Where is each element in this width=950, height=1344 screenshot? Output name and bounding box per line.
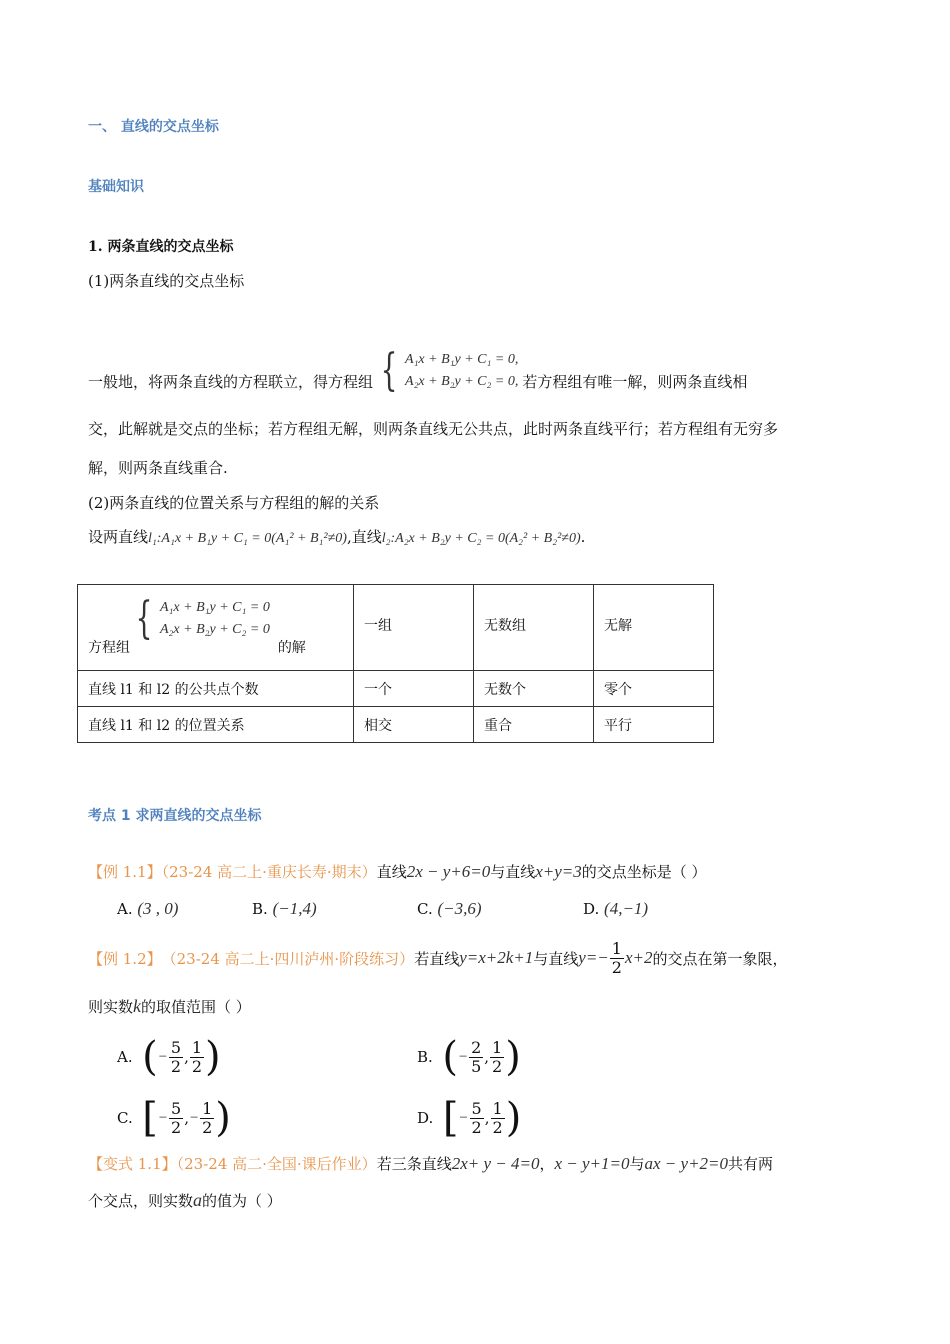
fraction xyxy=(169,1039,183,1076)
fraction-denominator: 5 xyxy=(471,1056,482,1076)
math-variable: k xyxy=(133,996,142,1016)
table-cell-label: 直线 l1 和 l2 的位置关系 xyxy=(78,707,354,743)
option-c[interactable] xyxy=(117,1093,231,1143)
table-cell: 无数个 xyxy=(474,671,594,707)
math-variable: a xyxy=(193,1190,203,1210)
math-sign: − xyxy=(458,1109,469,1126)
fraction xyxy=(610,940,624,977)
fraction-numerator: 1 xyxy=(191,1037,203,1057)
example-tag: 【例 1.1】 xyxy=(88,863,162,881)
example-text: 若三条直线 xyxy=(376,1155,452,1173)
table-text: 的解 xyxy=(277,639,306,656)
bracket-right: ) xyxy=(215,1095,231,1141)
paragraph-text: 一般地，将两条直线的方程联立，得方程组 xyxy=(88,373,374,391)
equation-system xyxy=(375,345,519,396)
fraction-numerator: 1 xyxy=(611,938,622,958)
fraction-denominator: 2 xyxy=(492,1056,503,1076)
math-expression: y=− xyxy=(578,948,609,967)
table-cell-label xyxy=(78,585,354,671)
fraction-numerator: 1 xyxy=(492,1098,503,1118)
fraction-denominator: 2 xyxy=(492,1117,503,1137)
separator: , xyxy=(484,1048,490,1066)
table-cell: 重合 xyxy=(474,707,594,743)
fraction-numerator: 2 xyxy=(471,1037,482,1057)
example-text: 若直线 xyxy=(414,949,460,968)
math-expression: ax − y+2=0 xyxy=(644,1154,729,1173)
example-text: 则实数 xyxy=(88,998,134,1016)
option-label: C. xyxy=(117,1109,133,1127)
bracket-left: ( xyxy=(442,1034,458,1080)
option-value: (−3,6) xyxy=(437,899,482,918)
example-text: 直线 xyxy=(376,863,407,881)
example-text: 与 xyxy=(629,1155,645,1173)
option-label: D. xyxy=(417,1109,434,1127)
table-cell: 无数组 xyxy=(474,585,594,671)
example-text: 的交点坐标是（ ） xyxy=(581,863,707,881)
fraction-denominator: 2 xyxy=(202,1117,213,1137)
option-label: B. xyxy=(417,1048,433,1066)
fraction xyxy=(200,1100,214,1137)
table-row xyxy=(78,671,714,707)
option-value: (−1,4) xyxy=(272,899,317,918)
section-heading-basic: 基础知识 xyxy=(88,179,144,195)
fraction xyxy=(490,1039,504,1076)
option-d[interactable] xyxy=(583,899,648,919)
example-text: 共有两 xyxy=(728,1155,774,1173)
paragraph-system xyxy=(88,333,748,396)
equation-line: A₁x + B₁y + C₁ = 0, xyxy=(405,352,519,367)
option-d[interactable] xyxy=(417,1093,521,1143)
table-cell: 平行 xyxy=(594,707,714,743)
example-source: （23-24 高二上·四川泸州·阶段练习） xyxy=(161,949,415,968)
example-text: ， xyxy=(539,1155,555,1173)
section-heading-1: 一、 直线的交点坐标 xyxy=(88,119,219,135)
example-tag: 【例 1.2】 xyxy=(88,949,162,968)
paragraph-lines-def xyxy=(88,526,585,547)
paragraph-text: 解，则两条直线重合. xyxy=(88,459,228,477)
math-expression: y=x+2k+1 xyxy=(459,948,534,967)
example-text: 与直线 xyxy=(533,949,579,968)
separator: , xyxy=(184,1109,189,1127)
fraction-numerator: 1 xyxy=(492,1037,503,1057)
math-expression: x − y+1=0 xyxy=(554,1154,630,1173)
math-sign: − xyxy=(188,1109,200,1126)
example-1-2-stem xyxy=(88,937,788,979)
example-text: 个交点，则实数 xyxy=(88,1192,194,1210)
option-label: A. xyxy=(117,1048,133,1066)
math-sign: − xyxy=(457,1048,469,1065)
example-text: 的值为（ ） xyxy=(202,1192,282,1210)
option-b[interactable] xyxy=(252,899,317,919)
fraction-denominator: 2 xyxy=(171,1117,182,1137)
example-text: 的交点在第一象限， xyxy=(652,949,788,968)
fraction xyxy=(469,1039,483,1076)
fraction xyxy=(491,1100,505,1137)
table-cell-label: 直线 l1 和 l2 的公共点个数 xyxy=(78,671,354,707)
line-l2-equation: l₂:A₂x + B₂y + C₂ = 0(A₂² + B₂²≠0) xyxy=(381,531,581,546)
math-sign: − xyxy=(157,1048,168,1065)
variant-1-1-stem xyxy=(88,1153,773,1174)
option-label: C. xyxy=(417,900,433,918)
fraction-denominator: 2 xyxy=(170,1056,182,1076)
paragraph-text: . xyxy=(580,528,586,546)
table-text: 方程组 xyxy=(88,639,130,656)
fraction-numerator: 5 xyxy=(170,1037,182,1057)
table-row xyxy=(78,707,714,743)
bracket-right: ) xyxy=(505,1095,522,1141)
math-expression: x+y=3 xyxy=(535,862,582,881)
option-a[interactable] xyxy=(117,1032,221,1082)
separator: , xyxy=(184,1048,189,1066)
paragraph-text: ,直线 xyxy=(346,528,382,546)
paragraph-subtitle-1: (1)两条直线的交点坐标 xyxy=(88,272,245,290)
example-tag: 【变式 1.1】 xyxy=(88,1155,177,1173)
option-label: D. xyxy=(583,900,600,918)
equation-line: A₂x + B₂y + C₂ = 0 xyxy=(160,621,270,637)
example-1-1-stem xyxy=(88,861,707,882)
math-sign: − xyxy=(157,1109,168,1126)
table-row xyxy=(78,585,714,671)
option-label: A. xyxy=(117,900,133,918)
fraction xyxy=(169,1100,183,1137)
table-cell: 无解 xyxy=(594,585,714,671)
equation-line: A₁x + B₁y + C₁ = 0 xyxy=(160,599,270,615)
subsection-title: 1. 两条直线的交点坐标 xyxy=(88,239,234,255)
option-value: (3 , 0) xyxy=(137,899,179,918)
table-cell: 一组 xyxy=(354,585,474,671)
brace-glyph: { xyxy=(380,345,398,396)
fraction-denominator: 2 xyxy=(471,1117,482,1137)
table-cell: 零个 xyxy=(594,671,714,707)
example-text: 与直线 xyxy=(490,863,536,881)
brace-glyph: { xyxy=(135,592,153,644)
example-text: 的取值范围（ ） xyxy=(141,998,251,1016)
fraction-numerator: 5 xyxy=(471,1098,482,1118)
fraction xyxy=(190,1039,204,1076)
fraction-denominator: 2 xyxy=(611,957,622,977)
option-c[interactable] xyxy=(417,899,482,919)
fraction xyxy=(470,1100,484,1137)
option-value: (4,−1) xyxy=(604,899,649,918)
table-cell: 一个 xyxy=(354,671,474,707)
separator: , xyxy=(484,1109,490,1127)
option-a[interactable] xyxy=(117,899,178,919)
example-source: （23-24 高二·全国·课后作业） xyxy=(176,1155,377,1173)
paragraph-text: 若方程组有唯一解，则两条直线相 xyxy=(522,373,748,391)
bracket-left: [ xyxy=(442,1095,459,1141)
bracket-right: ) xyxy=(205,1034,221,1080)
math-expression: 2x+ y − 4=0 xyxy=(451,1154,540,1173)
paragraph-subtitle-2: (2)两条直线的位置关系与方程组的解的关系 xyxy=(88,494,380,512)
example-source: （23-24 高二上·重庆长寿·期末） xyxy=(161,863,377,881)
paragraph-text: 设两直线 xyxy=(88,528,149,546)
fraction-numerator: 1 xyxy=(202,1098,213,1118)
option-b[interactable] xyxy=(417,1032,521,1082)
bracket-left: ( xyxy=(142,1034,158,1080)
math-expression: 2x − y+6=0 xyxy=(406,862,491,881)
paragraph-text: 交，此解就是交点的坐标；若方程组无解，则两条直线无公共点，此时两条直线平行；若方程组有无穷多 xyxy=(88,420,779,438)
equation-system xyxy=(130,592,270,644)
fraction-denominator: 2 xyxy=(191,1056,203,1076)
bracket-left: [ xyxy=(142,1095,158,1141)
option-label: B. xyxy=(252,900,268,918)
table-cell: 相交 xyxy=(354,707,474,743)
equation-line: A₂x + B₂y + C₂ = 0, xyxy=(405,374,519,389)
bracket-right: ) xyxy=(505,1034,521,1080)
example-1-2-line2 xyxy=(88,996,251,1017)
relationship-table xyxy=(77,584,714,743)
variant-1-1-line2 xyxy=(88,1190,282,1211)
math-expression: x+2 xyxy=(624,948,653,967)
kaodian-heading: 考点 1 求两直线的交点坐标 xyxy=(88,808,262,824)
fraction-numerator: 5 xyxy=(171,1098,182,1118)
line-l1-equation: l₁:A₁x + B₁y + C₁ = 0(A₁² + B₁²≠0) xyxy=(148,531,347,546)
